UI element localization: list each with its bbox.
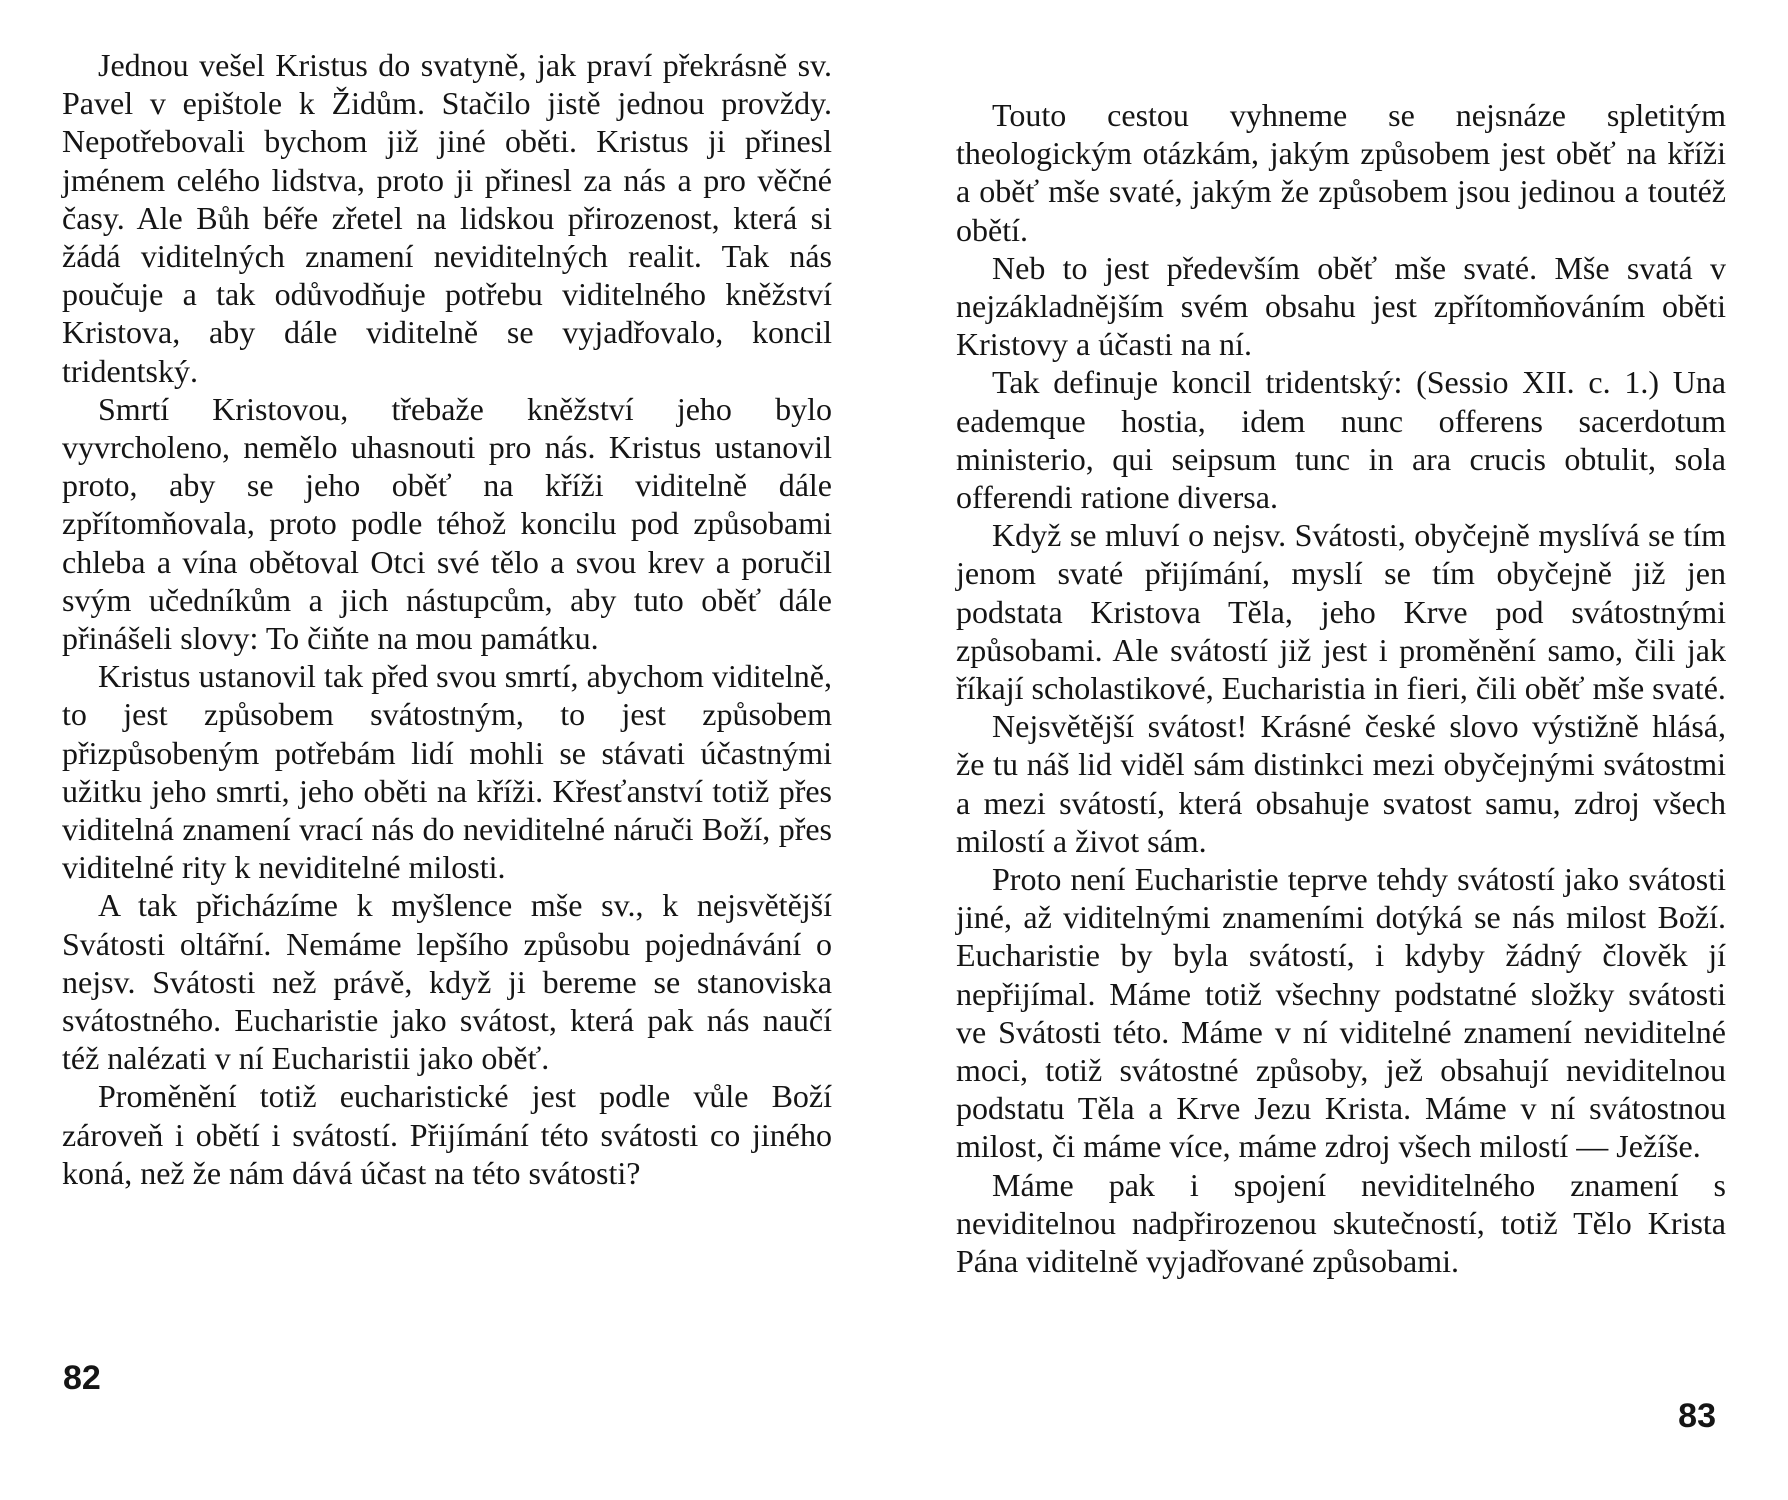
paragraph: Tak definuje koncil tridentský: (Sessio XII. c. 1.) Una eademque hostia, idem nunc offerens sacerdotum ministerio, qui seipsum tunc in ara crucis obtulit, sola offerendi ratione diversa.	[956, 364, 1726, 516]
paragraph: Smrtí Kristovou, třebaže kněžství jeho bylo vyvrcholeno, nemělo uhasnouti pro nás. Kristus ustanovil proto, aby se jeho oběť na kříži viditelně dále zpřítomňovala, proto podle téhož koncilu pod způsobami chleba a vína obětoval Otci své tělo a svou krev a poručil svým učedníkům a jich nástupcům, aby tuto oběť dále přinášeli slovy: To čiňte na mou památku.	[62, 390, 832, 657]
paragraph: Proměnění totiž eucharistické jest podle vůle Boží zároveň i obětí i svátostí. Přijímání této svátosti co jiného koná, než že nám dává účast na této svátosti?	[62, 1078, 832, 1191]
right-page-text	[956, 96, 1726, 1280]
paragraph: Nejsvětější svátost! Krásné české slovo výstižně hlásá, že tu náš lid viděl sám distinkci mezi obyčejnými svátostmi a mezi svátostí, která obsahuje svatost samu, zdroj všech milostí a život sám.	[956, 708, 1726, 859]
paragraph: Neb to jest především oběť mše svaté. Mše svatá v nejzákladnějším svém obsahu jest zpřítomňováním oběti Kristovy a účasti na ní.	[956, 249, 1726, 363]
paragraph: Kristus ustanovil tak před svou smrtí, abychom viditelně, to jest způsobem svátostným, to jest způsobem přizpůsobeným potřebám lidí mohli se stávati účastnými užitku jeho smrti, jeho oběti na kříži. Křesťanství totiž přes viditelná znamení vrací nás do neviditelné náruči Boží, přes viditelné rity k neviditelné milosti.	[62, 658, 832, 886]
paragraph: Jednou vešel Kristus do svatyně, jak praví překrásně sv. Pavel v epištole k Židům. Stačilo jistě jednou provždy. Nepotřebovali bychom již jiné oběti. Kristus ji přinesl jménem celého lidstva, proto ji přinesl za nás a pro věčné časy. Ale Bůh béře zřetel na lidskou přirozenost, která si žádá viditelných znamení neviditelných realit. Tak nás poučuje a tak odůvodňuje potřebu viditelného kněžství Kristova, aby dále viditelně se vyjadřovalo, koncil tridentský.	[62, 47, 832, 389]
paragraph: A tak přicházíme k myšlence mše sv., k nejsvětější Svátosti oltářní. Nemáme lepšího způsobu pojednávání o nejsv. Svátosti než právě, když ji bereme se stanoviska svátostného. Eucharistie jako svátost, která pak nás naučí též nalézati v ní Eucharistii jako oběť.	[62, 887, 832, 1077]
paragraph: Proto není Eucharistie teprve tehdy svátostí jako svátosti jiné, až viditelnými znameními dotýká se nás milost Boží. Eucharistie by byla svátostí, i kdyby žádný člověk jí nepřijímal. Máme totiž všechny podstatné složky svátosti ve Svátosti této. Máme v ní viditelné znamení neviditelné moci, totiž svátostné způsoby, jež obsahují neviditelnou podstatu Těla a Krve Jezu Krista. Máme v ní svátostnou milost, či máme více, máme zdroj všech milostí — Ježíše.	[956, 861, 1726, 1165]
page-number: 82	[63, 1359, 101, 1397]
paragraph: Máme pak i spojení neviditelného znamení s neviditelnou nadpřirozenou skutečností, totiž Tělo Krista Pána viditelně vyjadřované způsobami.	[956, 1166, 1726, 1280]
paragraph: Touto cestou vyhneme se nejsnáze spletitým theologickým otázkám, jakým způsobem jest oběť na kříži a oběť mše svaté, jakým že způsobem jsou jedinou a toutéž obětí.	[956, 97, 1726, 248]
paragraph: Když se mluví o nejsv. Svátosti, obyčejně myslívá se tím jenom svaté přijímání, myslí se tím obyčejně již jen podstata Kristova Těla, jeho Krve pod svátostnými způsobami. Ale svátostí již jest i proměnění samo, čili jak říkají scholastikové, Eucharistia in fieri, čili oběť mše svaté.	[956, 517, 1726, 707]
page-number: 83	[1678, 1397, 1716, 1435]
left-page-text	[62, 46, 832, 1192]
right-page	[894, 0, 1788, 1500]
